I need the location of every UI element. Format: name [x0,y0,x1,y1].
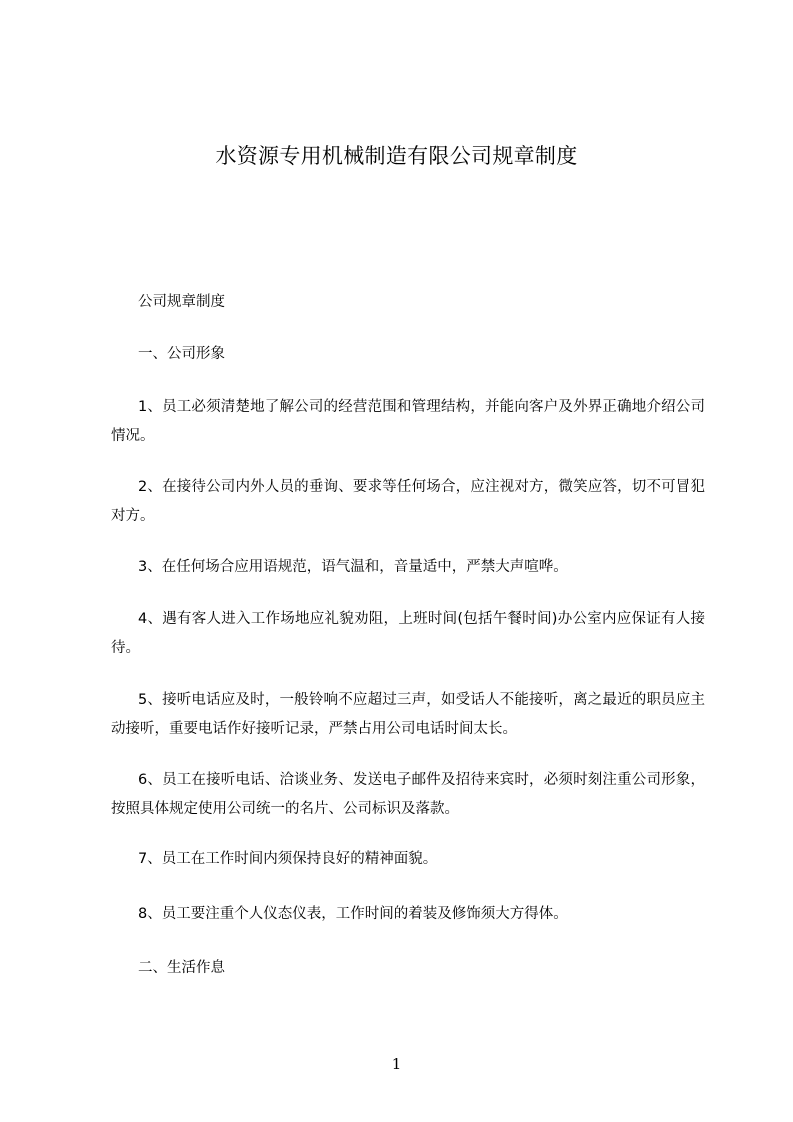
section-heading-daily-schedule: 二、生活作息 [138,960,225,976]
section-heading-company-image: 一、公司形象 [138,346,225,362]
paragraph-item-7: 7、员工在工作时间内须保持良好的精神面貌。 [138,851,438,867]
paragraph-item-1: 1、员工必须清楚地了解公司的经营范围和管理结构，并能向客户及外界正确地介绍公司情况。 [111,399,705,444]
paragraph-item-8: 8、员工要注重个人仪态仪表，工作时间的着装及修饰须大方得体。 [138,906,568,922]
paragraph-item-5: 5、接听电话应及时，一般铃响不应超过三声，如受话人不能接听，离之最近的职员应主动接听，重要电话作好接听记录，严禁占用公司电话时间太长。 [111,692,705,737]
paragraph-item-6: 6、员工在接听电话、洽谈业务、发送电子邮件及招待来宾时，必须时刻注重公司形象，按照具体规定使用公司统一的名片、公司标识及落款。 [111,772,705,817]
page-number: 1 [391,1055,402,1073]
paragraph-item-2: 2、在接待公司内外人员的垂询、要求等任何场合，应注视对方，微笑应答，切不可冒犯对方。 [111,479,705,524]
paragraph-item-3: 3、在任何场合应用语规范，语气温和，音量适中，严禁大声喧哗。 [138,559,568,575]
document-title: 水资源专用机械制造有限公司规章制度 [215,144,578,168]
subtitle: 公司规章制度 [138,294,225,310]
paragraph-item-4: 4、遇有客人进入工作场地应礼貌劝阻，上班时间(包括午餐时间)办公室内应保证有人接待。 [111,611,705,656]
